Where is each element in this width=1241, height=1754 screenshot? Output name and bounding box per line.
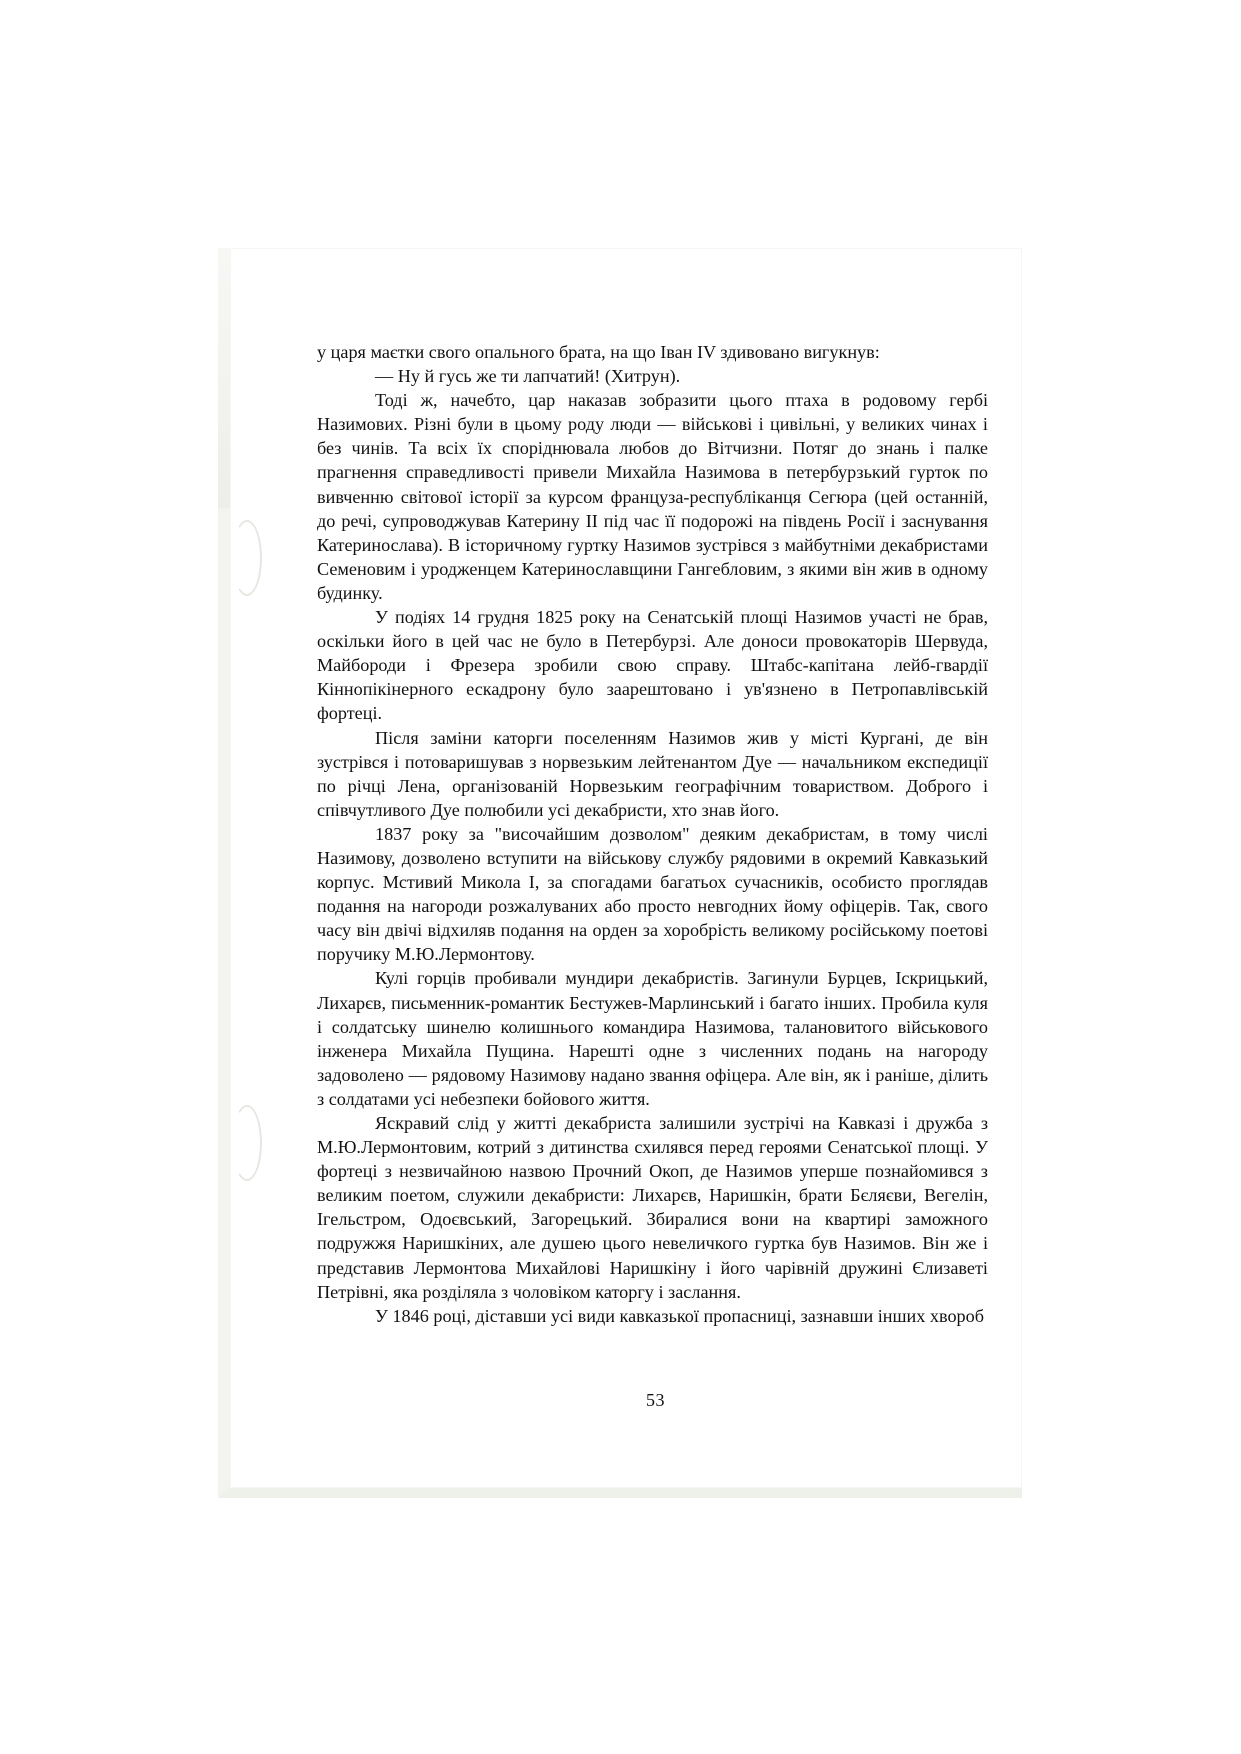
body-text [317,340,988,1328]
paragraph: у царя маєтки свого опального брата, на що Іван IV здивовано вигукнув: [317,342,880,362]
paragraph: Після заміни каторги поселенням Назимов жив у місті Кургані, де він зустрівся і потоваришував з норвезьким лейтенантом Дуе — начальником експедиції по річці Лена, організованій Норвезьким географічним товариством. Доброго і співчутливого Дуе полюбили усі декабристи, хто знав його. [317,727,988,820]
binding-ring-mark [232,520,262,596]
paragraph: Тоді ж, начебто, цар наказав зобразити цього птаха в родовому гербі Назимових. Різні були в цьому роду люди — військові і цивільні, у великих чинах і без чинів. Та всіх їх споріднювала любов до Вітчизни. Потяг до знань і палке прагнення справедливості привели Михайла Назимова в петербурзький гурток по вивченню світової історії за курсом француза-республіканця Сегюра (цей останній, до речі, супроводжував Катерину II під час її подорожі на південь Росії і заснування Катеринослава). В історичному гуртку Назимов зустрівся з майбутніми декабристами Семеновим і уродженцем Катеринославщини Гангебловим, з якими він жив в одному будинку. [317,390,988,603]
page-number: 53 [646,1390,665,1410]
paragraph: — Ну й гусь же ти лапчатий! (Хитрун). [375,366,681,387]
paragraph: У подіях 14 грудня 1825 року на Сенатській площі Назимов участі не брав, оскільки його в цей час не було в Петербурзі. Але доноси провокаторів Шервуда, Майбороди і Фрезера зробили свою справу. Штабс-капітана лейб-гвардії Кіннопікінерного ескадрону було заарештовано і ув'язнено в Петропавлівській фортеці. [317,607,988,724]
paragraph: Яскравий слід у житті декабриста залишили зустрічі на Кавказі і дружба з М.Ю.Лермонтовим, котрий з дитинства схилявся перед героями Сенатської площі. У фортеці з незвичайною назвою Прочний Окоп, де Назимов уперше познайомився з великим поетом, служили декабристи: Лихарєв, Наришкін, брати Бєляєви, Вегелін, Ігельстром, Одоєвський, Загорецький. Збиралися вони на квартирі заможного подружжя Наришкіних, але душею цього невеличкого гуртка був Назимов. Він же і представив Лермонтова Михайлові Наришкіну і його чарівній дружині Єлизаветі Петрівні, яка розділяла з чоловіком каторгу і заслання. [317,1113,988,1302]
paragraph: 1837 року за "височайшим дозволом" деяким декабристам, в тому числі Назимову, дозволено вступити на військову службу рядовими в окремий Кавказький корпус. Мстивий Микола І, за спогадами багатьох сучасників, особисто проглядав подання на нагороди розжалуваних або просто невгодних йому офіцерів. Так, свого часу він двічі відхиляв подання на орден за хоробрість великому російському поетові поручику М.Ю.Лермонтову. [317,823,988,965]
paragraph: У 1846 році, діставши усі види кавказької пропасниці, зазнавши інших хвороб [375,1305,984,1326]
binding-ring-mark [232,1105,262,1181]
paragraph: Кулі горців пробивали мундири декабристів. Загинули Бурцев, Іскрицький, Лихарєв, письменник-романтик Бестужев-Марлинський і багато інших. Пробила куля і солдатську шинелю колишнього командира Назимова, талановитого військового інженера Михайла Пущина. Нарешті одне з численних подань на нагороду задоволено — рядовому Назимову надано звання офіцера. Але він, як і раніше, ділить з солдатами усі небезпеки бойового життя. [317,968,988,1109]
